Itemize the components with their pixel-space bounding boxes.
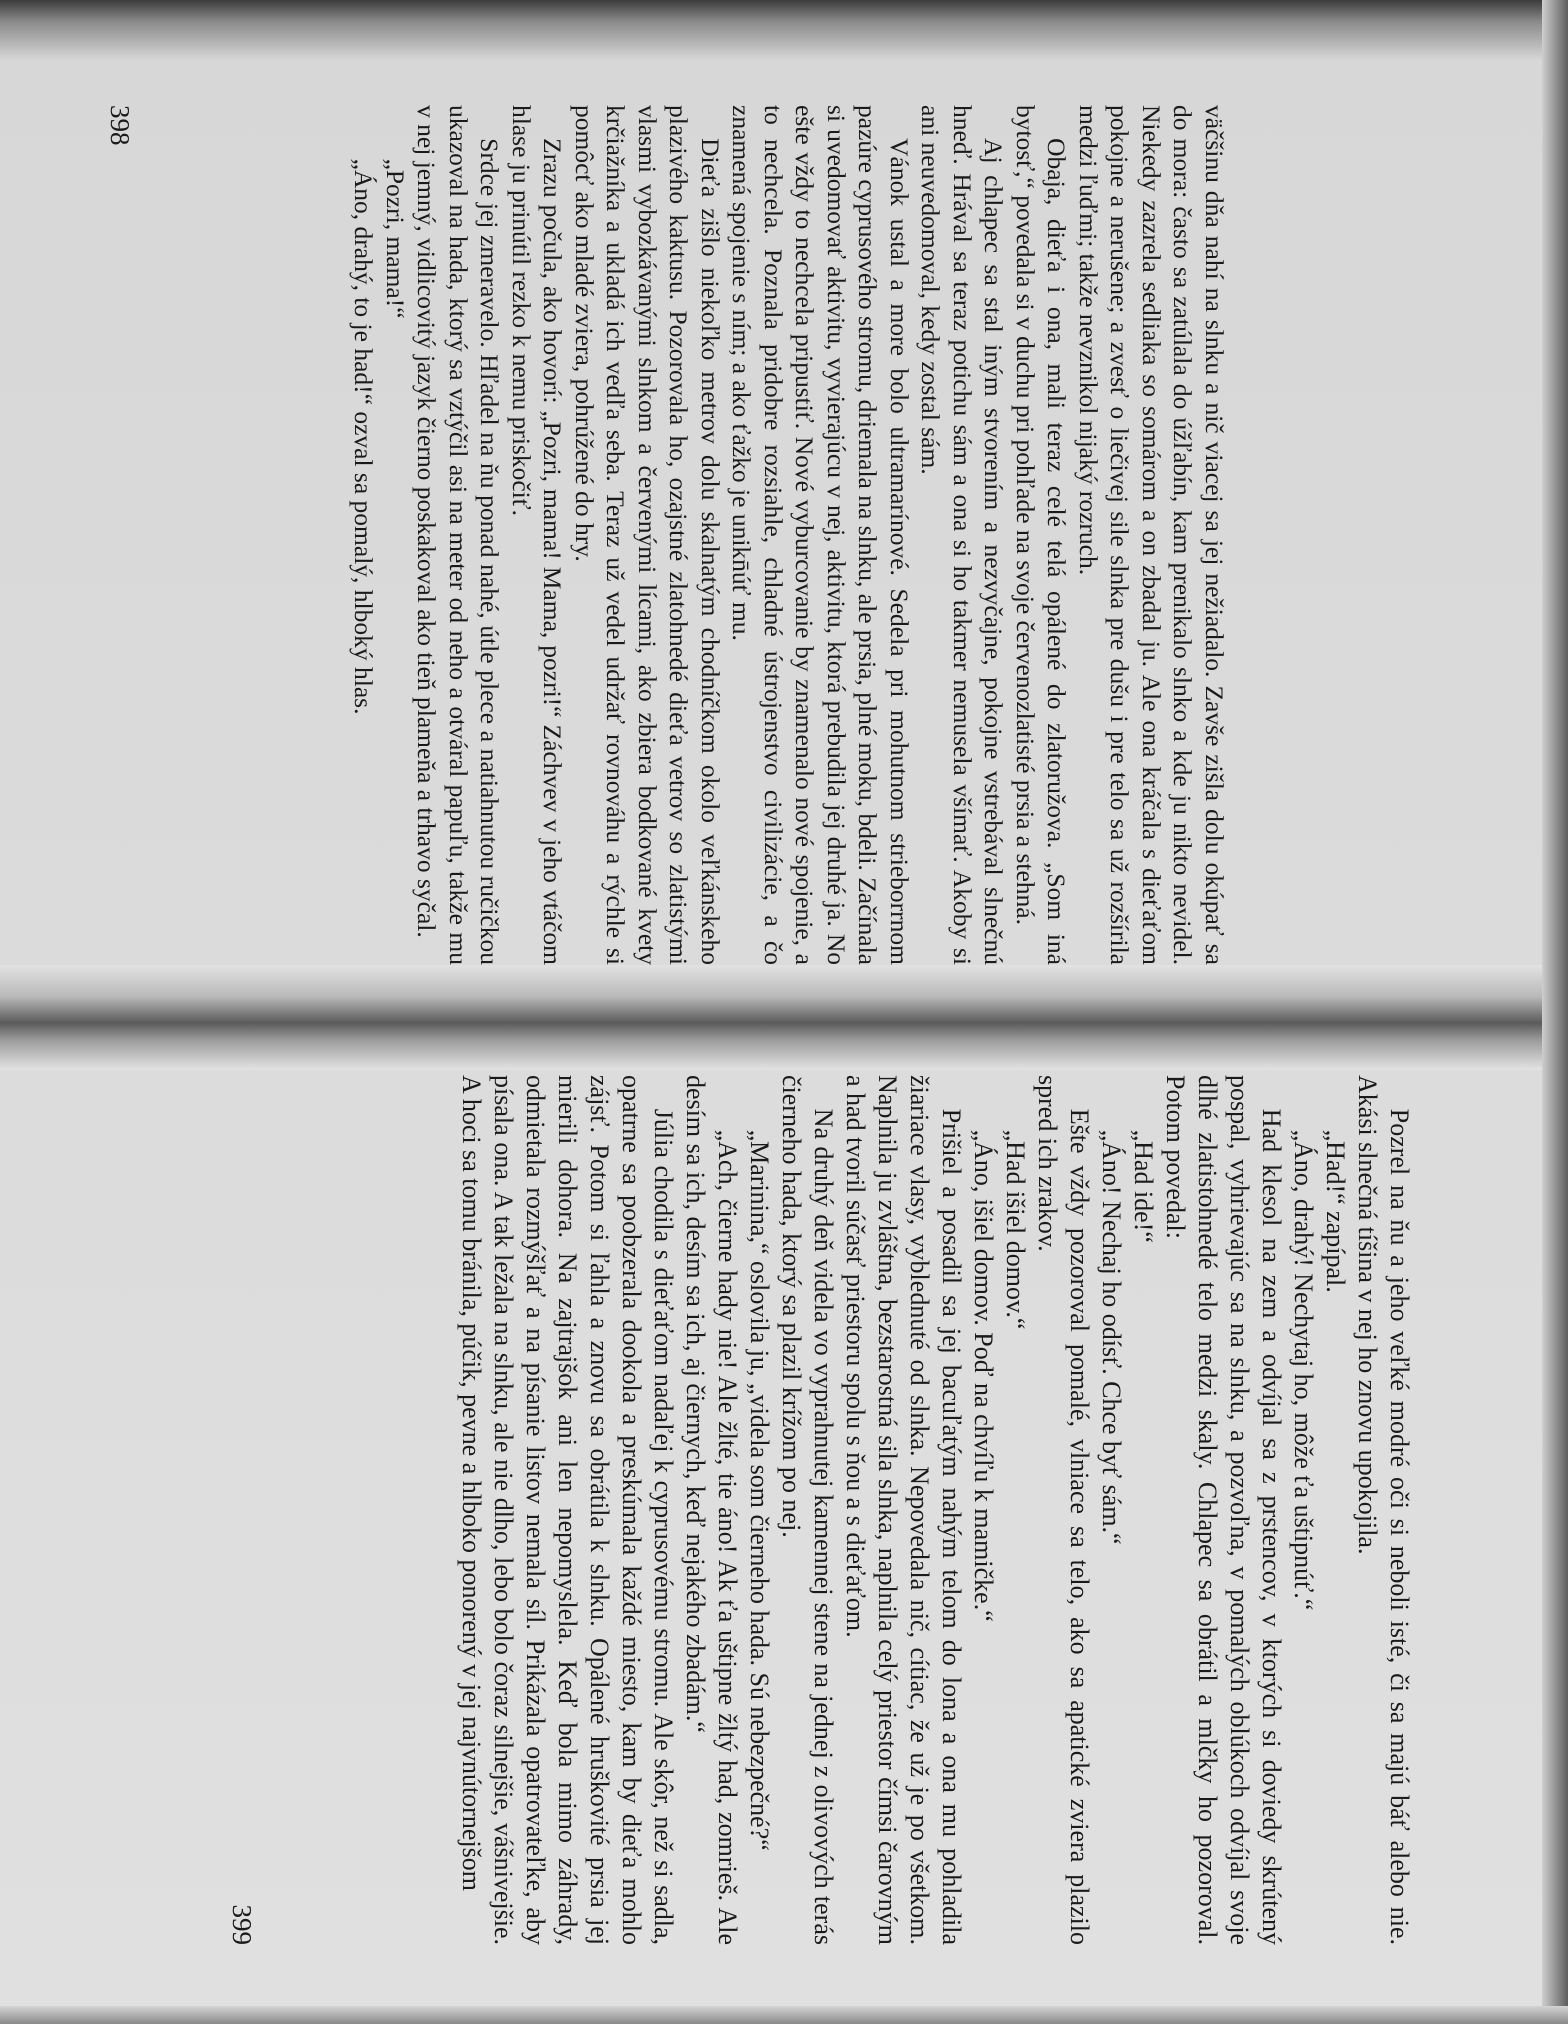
page-number: 399 — [227, 1904, 257, 1945]
paragraph: Dieťa zišlo niekoľko metrov dolu skalnatým chodníčkom okolo veľkánskeho plazivého kaktusu. Pozorovala ho, ozajstné zlatohnedé dieťa vetrov so zlatistými vlasmi vybozkávanými slnkom a červenými lícami, ako zbiera bodkované kvety krčiažníka a ukladá ich vedľa seba. Teraz už vedel udržať rovnováhu a rýchle si pomôcť ako mladé zviera, pohrúžené do hry. — [570, 105, 725, 965]
page-edge-shadow — [1542, 0, 1568, 2024]
paragraph: „Áno, drahý, to je had!“ ozval sa pomalý, hlboký hlas. — [349, 158, 379, 715]
page-edge-bottom — [0, 2006, 1568, 2024]
page-text — [348, 105, 1230, 965]
right-page — [225, 1075, 1415, 1945]
paragraph: „Ach, čierne hady nie! Ale žlté, tie áno! Ak ťa uštipne žltý had, zomrieš. Ale desím sa ich, desím sa ich, aj čiernych, keď nejakého zbadám.“ — [681, 1075, 742, 1945]
paragraph: Prišiel a posadil sa jej bacuľatým nahým telom do lona a ona mu pohladila žiariace vlasy, vyblednuté od slnka. Nepovedala nič, cítiac, že už je po všetkom. Naplnila ju zvláštna, bezstarostná sila slnka, naplnila celý priestor čímsi čarovným a had tvoril súčasť priestoru spolu s ňou a s dieťaťom. — [841, 1075, 966, 1945]
paragraph: „Pozri, mama!“ — [381, 158, 410, 319]
paragraph: Obaja, dieťa i ona, mali teraz celé telá opálené do zlatoružova. „Som iná bytosť,“ povedala si v duchu pri pohľade na svoje červenozlatisté prsia a stehná. — [1011, 105, 1072, 965]
paragraph: Aj chlapec sa stal iným stvorením a nezvyčajne, pokojne vstrebával slnečnú hneď. Hrával sa teraz potichu sám a ona si ho takmer nemusela všímať. Akoby si ani neuvedomoval, kedy zostal sám. — [916, 105, 1009, 965]
left-page — [105, 105, 1230, 965]
paragraph: „Áno, drahý! Nechytaj ho, môže ťa uštipnúť.“ — [1289, 1129, 1318, 1611]
paragraph: Zrazu počula, ako hovorí: „Pozri, mama! Mama, pozri!“ Záchvev v jeho vtáčom hlase ju prinútil rezko k nemu priskočiť. — [507, 105, 568, 965]
paragraph: „Áno! Nechaj ho odísť. Chce byť sám.“ — [1097, 1129, 1126, 1545]
paragraph: Ešte vždy pozoroval pomalé, vlniace sa telo, ako sa apatické zviera plazilo spred ich zrakov. — [1033, 1075, 1094, 1945]
paragraph: Vánok ustal a more bolo ultramarínové. Sedela pri mohutnom strieborrnom pazúre cyprusového stromu, driemala na slnku, ale prsia, plné moku, bdeli. Začínala si uvedomovať aktivitu, vyvierajúcu v nej, aktivitu, ktorá prebudila jej druhé ja. No ešte vždy to nechcela pripustiť. Nové vyburcovanie by znamenalo nové spojenie, a to nechcela. Poznala pridobre rozsiahle, chladné ústrojenstvo civilizácie, a čo znamená spojenie s ním; a ako ťažko je unikn̄úť mu. — [727, 105, 914, 965]
paragraph: väčšinu dňa nahí na slnku a nič viacej sa jej nežiadalo. Zavše zišla dolu okúpať sa do mora: často sa zatúlala do úžľabín, kam prenikalo slnko a kde ju nikto nevidel. Niekedy zazrela sedliaka so somárom a on zbadal ju. Ale ona kráčala s dieťaťom pokojne a nerušene; a zvesť o liečivej sile slnka pre dušu i pre telo sa už rozšírila medzi ľuďmi; takže nevznikol nijaký rozruch. — [1074, 105, 1229, 965]
paragraph: Pozrel na ňu a jeho veľké modré oči si neboli isté, či sa majú báť alebo nie. Akási slnečná tíšina v nej ho znovu upokojila. — [1353, 1075, 1414, 1945]
page-number: 398 — [105, 105, 135, 146]
paragraph: „Had ide!“ — [1129, 1129, 1158, 1243]
page-text — [455, 1075, 1415, 1945]
paragraph: „Marinina,“ oslovila ju, „videla som čierneho hada. Sú nebezpečné?“ — [745, 1129, 774, 1851]
book-spine-gutter — [0, 965, 1568, 1070]
paragraph: „Had išiel domov.“ — [1001, 1129, 1030, 1330]
paragraph: „Áno, išiel domov. Poď na chvíľu k mamičke.“ — [969, 1129, 998, 1622]
paragraph: „Had!“ zapípal. — [1321, 1129, 1350, 1293]
paragraph: Na druhý deň videla vo vyprahnutej kamennej stene na jednej z olivových terás čierneho hada, ktorý sa plazil krížom po nej. — [777, 1075, 838, 1945]
paragraph: Júlia chodila s dieťaťom nadaľej k cyprusovému stromu. Ale skôr, než si sadla, opatrne sa poobzerala dookola a preskúmala každé miesto, kam by dieťa mohlo zájsť. Potom si ľahla a znovu sa obrátila k slnku. Opálené hruškovité prsia jej mierili dohora. Na zajtrajšok ani len nepomyslela. Keď bola mimo záhrady, odmietala rozmýšľať a na písanie listov nemala síl. Prikázala opatrovateľke, aby písala ona. A tak ležala na slnku, ale nie dlho, lebo bolo čoraz silnejšie, vášnivejšie. A hoci sa tomu bránila, púčik, pevne a hlboko ponorený v jej najvnútornejšom — [457, 1075, 678, 1945]
paragraph: Had klesol na zem a odvíjal sa z prstencov, v ktorých si doviedy skrútený pospal, vyhrievajúc sa na slnku, a pozvoľna, v pomalých oblúkoch odvíjal svoje dlhé zlatistohnedé telo medzi skaly. Chlapec sa obrátil a mlčky ho pozoroval. Potom povedal: — [1161, 1075, 1286, 1945]
paragraph: Srdce jej zmeravelo. Hľadel na ňu ponad nahé, útle plece a natiahnutou ručičkou ukazoval na hada, ktorý sa vztýčil asi na meter od neho a otváral papuľu, takže mu v nej jemný, vidlicovitý jazyk čierno poskakoval ako tieň plameňa a trhavo syčal. — [412, 105, 505, 965]
